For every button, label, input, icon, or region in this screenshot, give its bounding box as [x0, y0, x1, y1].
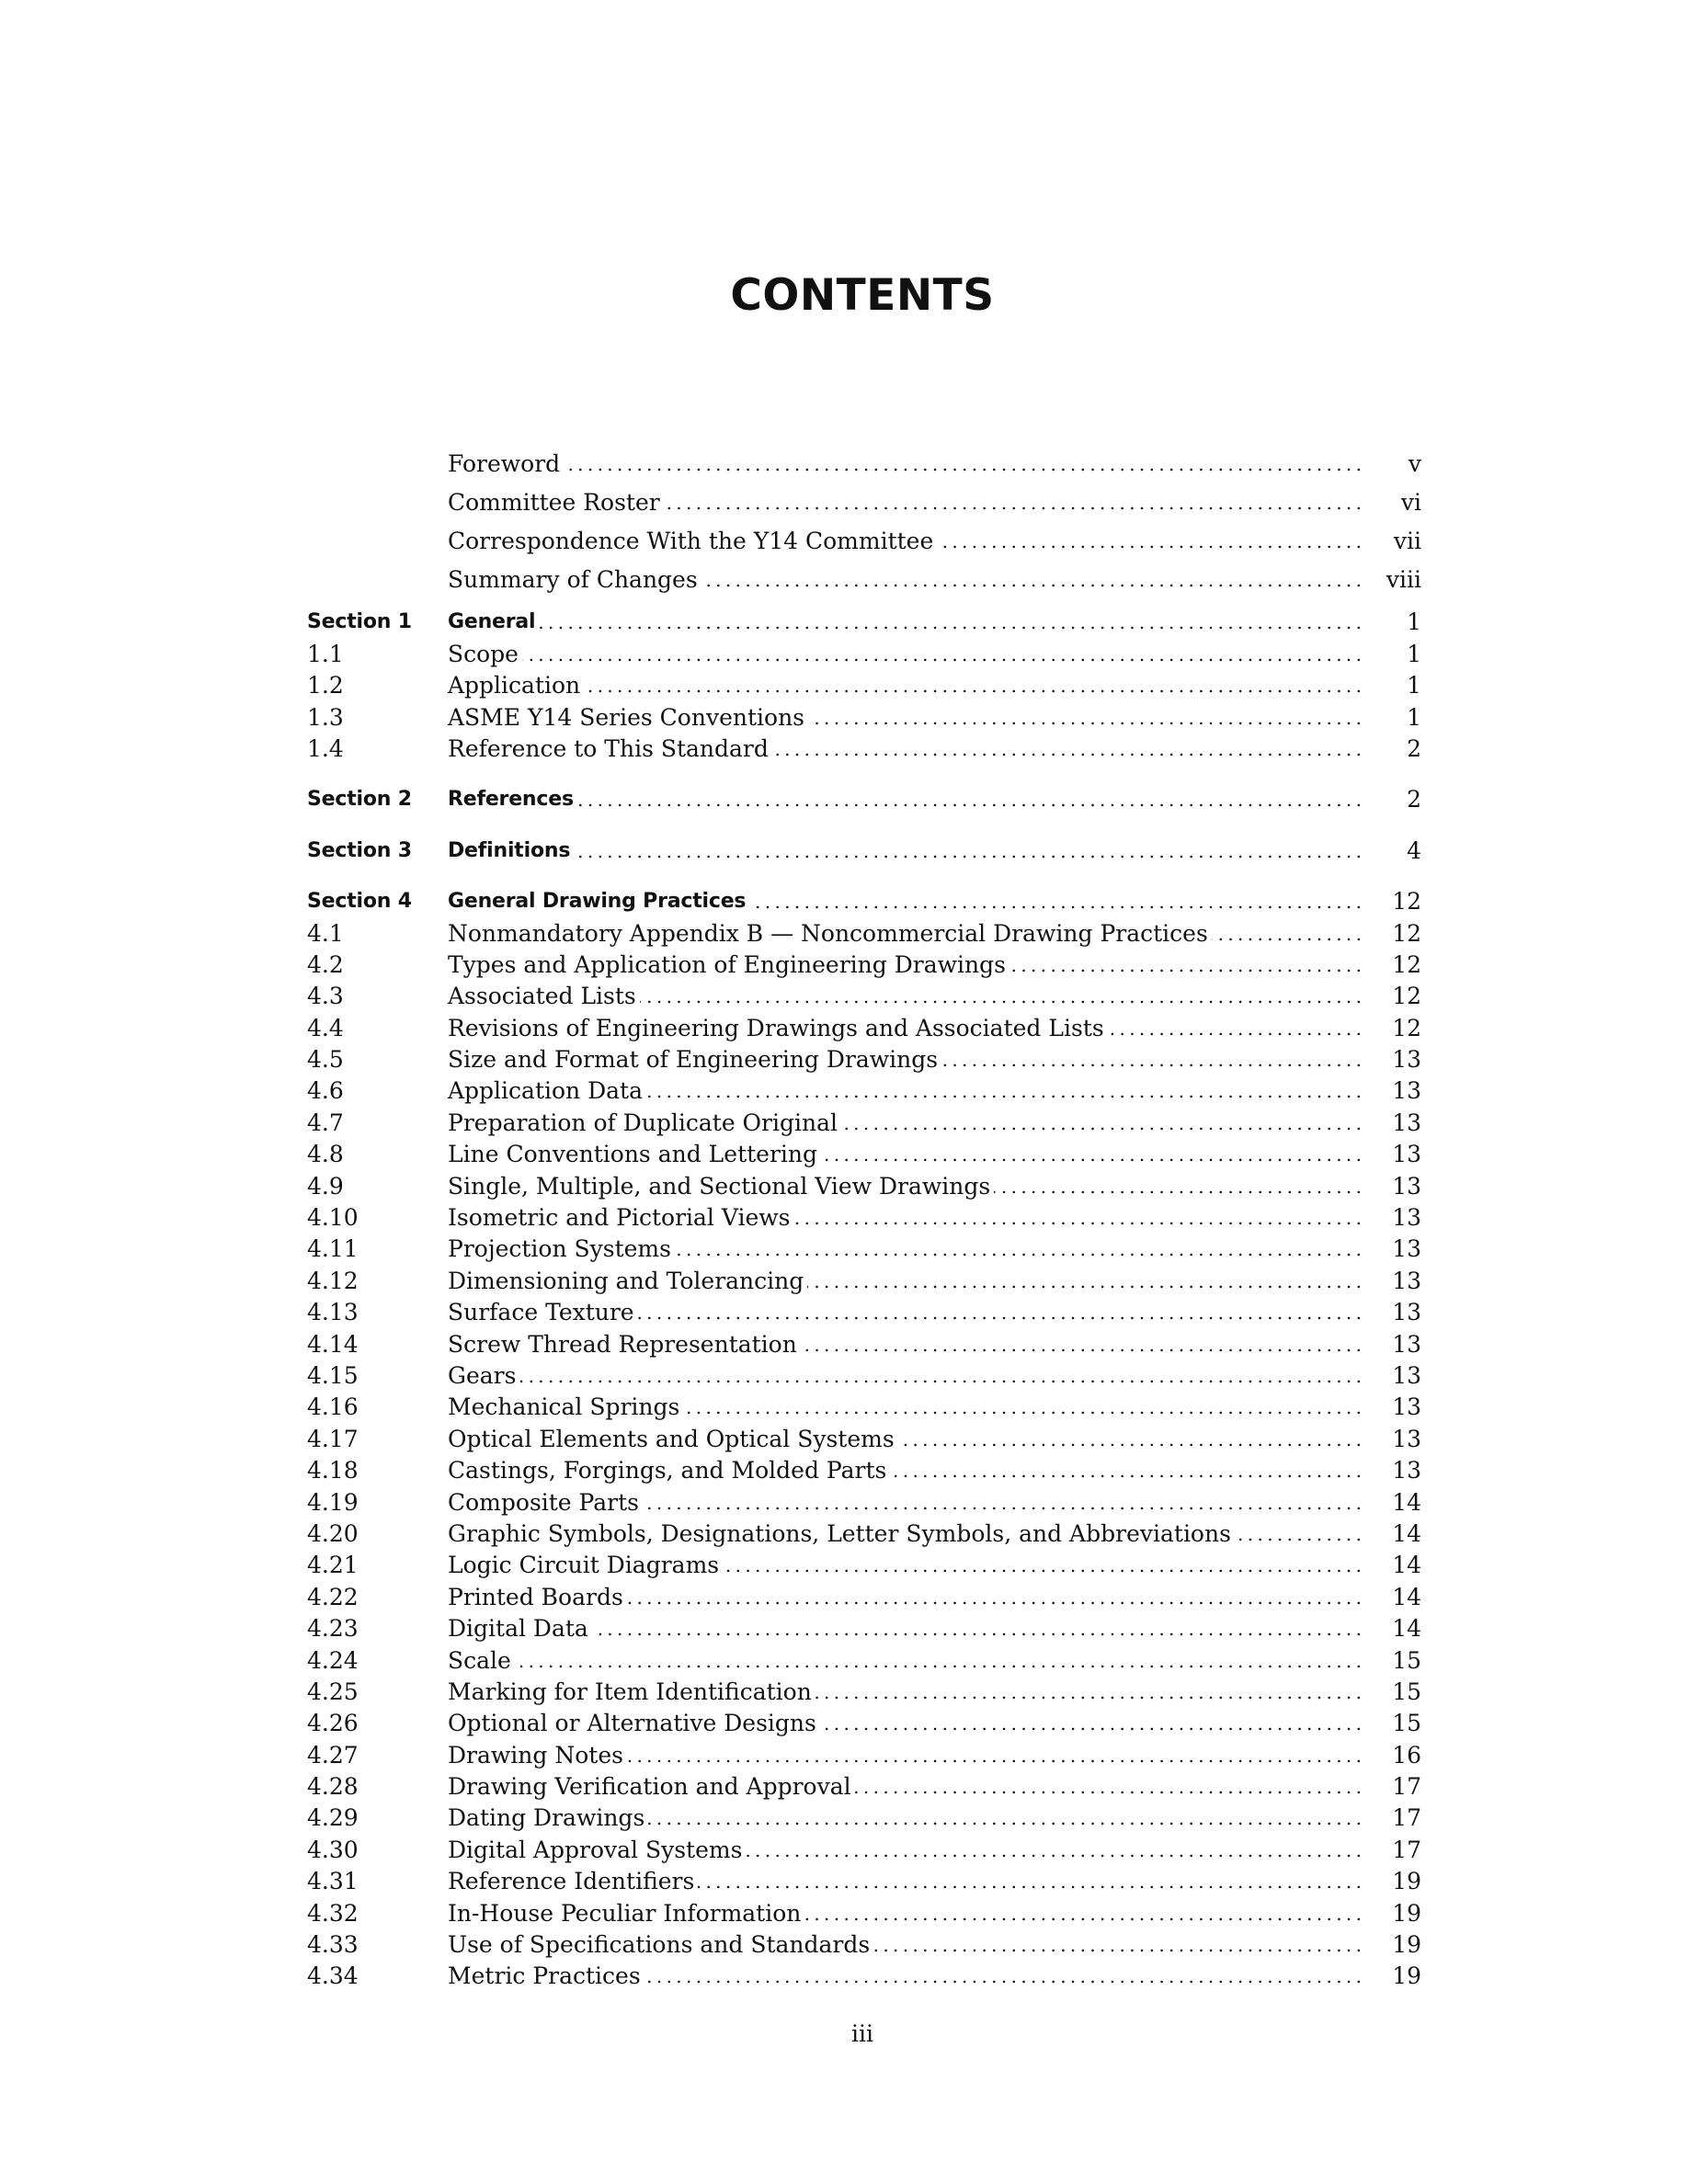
- entry-page-number: 13: [1392, 1204, 1421, 1232]
- entry-number: 4.15: [307, 1361, 359, 1389]
- entry-number: 4.2: [307, 950, 344, 978]
- toc-subsection-entry[interactable]: [307, 1897, 1421, 1928]
- entry-page-number: 14: [1392, 1583, 1421, 1610]
- entry-page-number: 13: [1392, 1457, 1421, 1484]
- dot-leader: [801, 1329, 1361, 1360]
- entry-page-number: 13: [1392, 1393, 1421, 1421]
- dot-leader: [577, 784, 1361, 815]
- toc-subsection-entry[interactable]: [307, 950, 1421, 981]
- entry-number: 4.21: [307, 1552, 359, 1579]
- entry-number: 4.16: [307, 1393, 359, 1421]
- entry-number: 4.27: [307, 1741, 359, 1769]
- dot-leader: [1212, 918, 1361, 950]
- entry-page-number: 12: [1392, 919, 1421, 947]
- entry-number: 4.6: [307, 1077, 344, 1105]
- dot-leader: [646, 1075, 1361, 1107]
- entry-title: Preparation of Duplicate Original: [448, 1109, 838, 1136]
- toc-subsection-entry[interactable]: [307, 1677, 1421, 1708]
- entry-title: Definitions: [448, 838, 571, 862]
- toc-subsection-entry[interactable]: [307, 981, 1421, 1012]
- entry-page-number: 12: [1392, 983, 1421, 1010]
- dot-leader: [519, 1360, 1361, 1392]
- entry-number: 4.1: [307, 919, 344, 947]
- entry-page-number: 14: [1392, 1615, 1421, 1643]
- entry-number: 4.3: [307, 983, 344, 1010]
- toc-subsection-entry[interactable]: [307, 1360, 1421, 1392]
- dot-leader: [808, 702, 1361, 734]
- entry-number: 4.20: [307, 1519, 359, 1547]
- entry-number: 4.22: [307, 1583, 359, 1610]
- entry-page-number: 13: [1392, 1299, 1421, 1326]
- entry-title: Application: [448, 672, 581, 700]
- entry-title: Reference Identifiers: [448, 1868, 695, 1895]
- toc-front-matter-entry[interactable]: [307, 441, 1421, 480]
- entry-page-number: 13: [1392, 1077, 1421, 1105]
- toc-subsection-entry[interactable]: [307, 1708, 1421, 1739]
- toc-subsection-entry[interactable]: [307, 701, 1421, 733]
- entry-number: 4.10: [307, 1204, 359, 1232]
- entry-page-number: 14: [1392, 1552, 1421, 1579]
- entry-number: 1.4: [307, 734, 344, 762]
- entry-page-number: 12: [1392, 888, 1421, 916]
- entry-number: 4.26: [307, 1710, 359, 1737]
- entry-title: Reference to This Standard: [448, 734, 769, 762]
- dot-leader: [746, 1835, 1361, 1866]
- entry-number: Section 1: [307, 610, 412, 634]
- entry-page-number: v: [1408, 450, 1421, 477]
- dot-leader: [574, 836, 1361, 867]
- toc-front-matter-entry[interactable]: [307, 480, 1421, 518]
- toc-subsection-entry[interactable]: [307, 1644, 1421, 1676]
- entry-title: Castings, Forgings, and Molded Parts: [448, 1457, 887, 1484]
- dot-leader: [584, 670, 1361, 701]
- toc-front-matter-entry[interactable]: [307, 518, 1421, 557]
- entry-title: Scale: [448, 1646, 511, 1674]
- dot-leader: [701, 564, 1361, 596]
- entry-page-number: vi: [1400, 489, 1421, 516]
- dot-leader: [539, 607, 1361, 638]
- entry-number: Section 4: [307, 890, 412, 914]
- entry-page-number: 1: [1407, 609, 1421, 636]
- dot-leader: [794, 1202, 1362, 1234]
- dot-leader: [1009, 950, 1361, 981]
- toc-section-entry[interactable]: [307, 886, 1421, 917]
- entry-title: References: [448, 788, 574, 812]
- entry-title: In-House Peculiar Information: [448, 1899, 802, 1927]
- entry-number: 4.34: [307, 1962, 359, 1990]
- dot-leader: [820, 1708, 1361, 1739]
- toc-subsection-entry[interactable]: [307, 1581, 1421, 1612]
- entry-page-number: 15: [1392, 1678, 1421, 1705]
- toc-subsection-entry[interactable]: [307, 1234, 1421, 1265]
- entry-title: Dating Drawings: [448, 1804, 645, 1832]
- entry-number: 4.24: [307, 1646, 359, 1674]
- dot-leader: [1235, 1519, 1361, 1550]
- toc-subsection-entry[interactable]: [307, 1107, 1421, 1138]
- entry-page-number: 12: [1392, 1014, 1421, 1041]
- table-of-contents: [307, 441, 1421, 1992]
- dot-leader: [821, 1139, 1361, 1170]
- entry-title: Summary of Changes: [448, 566, 698, 593]
- dot-leader: [749, 886, 1361, 917]
- entry-title: Composite Parts: [448, 1488, 639, 1516]
- entry-title: Nonmandatory Appendix B — Noncommercial Drawing Practices: [448, 919, 1208, 947]
- entry-number: 4.5: [307, 1046, 344, 1074]
- entry-page-number: 2: [1407, 734, 1421, 762]
- entry-page-number: 16: [1392, 1741, 1421, 1769]
- entry-title: Use of Specifications and Standards: [448, 1931, 871, 1959]
- entry-title: Surface Texture: [448, 1299, 634, 1326]
- toc-subsection-entry[interactable]: [307, 734, 1421, 765]
- toc-subsection-entry[interactable]: [307, 1834, 1421, 1865]
- dot-leader: [638, 1297, 1361, 1328]
- entry-title: Revisions of Engineering Drawings and Associated Lists: [448, 1014, 1104, 1041]
- dot-leader: [898, 1424, 1361, 1455]
- dot-leader: [807, 1266, 1361, 1297]
- dot-leader: [1108, 1013, 1361, 1044]
- toc-section-entry[interactable]: [307, 784, 1421, 815]
- dot-leader: [627, 1582, 1361, 1613]
- toc-subsection-entry[interactable]: [307, 638, 1421, 669]
- entry-page-number: 15: [1392, 1710, 1421, 1737]
- dot-leader: [643, 1487, 1361, 1519]
- entry-title: Digital Approval Systems: [448, 1836, 743, 1863]
- entry-page-number: 13: [1392, 1425, 1421, 1452]
- toc-subsection-entry[interactable]: [307, 1202, 1421, 1234]
- dot-leader: [592, 1613, 1361, 1644]
- dot-leader: [841, 1108, 1361, 1139]
- entry-number: 1.2: [307, 672, 344, 700]
- entry-title: Correspondence With the Y14 Committee: [448, 528, 934, 554]
- toc-subsection-entry[interactable]: [307, 1803, 1421, 1834]
- entry-number: Section 3: [307, 838, 412, 862]
- entry-title: Drawing Verification and Approval: [448, 1773, 851, 1801]
- entry-page-number: 1: [1407, 640, 1421, 667]
- entry-number: 1.1: [307, 640, 344, 667]
- entry-number: 4.7: [307, 1109, 344, 1136]
- entry-number: 4.32: [307, 1899, 359, 1927]
- entry-title: Committee Roster: [448, 489, 660, 516]
- toc-subsection-entry[interactable]: [307, 1265, 1421, 1296]
- entry-number: 4.25: [307, 1678, 359, 1705]
- toc-subsection-entry[interactable]: [307, 1550, 1421, 1581]
- entry-page-number: 13: [1392, 1235, 1421, 1263]
- entry-title: Projection Systems: [448, 1235, 671, 1263]
- entry-title: Printed Boards: [448, 1583, 623, 1610]
- dot-leader: [564, 449, 1361, 480]
- toc-subsection-entry[interactable]: [307, 1961, 1421, 1992]
- toc-subsection-entry[interactable]: [307, 1866, 1421, 1897]
- entry-page-number: 13: [1392, 1109, 1421, 1136]
- toc-subsection-entry[interactable]: [307, 1486, 1421, 1518]
- entry-title: Line Conventions and Lettering: [448, 1141, 818, 1168]
- entry-page-number: 14: [1392, 1488, 1421, 1516]
- entry-title: Scope: [448, 640, 519, 667]
- entry-page-number: 19: [1392, 1931, 1421, 1959]
- entry-page-number: 14: [1392, 1519, 1421, 1547]
- entry-title: Application Data: [448, 1077, 643, 1105]
- entry-page-number: 1: [1407, 672, 1421, 700]
- toc-subsection-entry[interactable]: [307, 670, 1421, 701]
- toc-subsection-entry[interactable]: [307, 1139, 1421, 1170]
- entry-page-number: 17: [1392, 1836, 1421, 1863]
- entry-page-number: 13: [1392, 1361, 1421, 1389]
- entry-title: Logic Circuit Diagrams: [448, 1552, 720, 1579]
- entry-page-number: 13: [1392, 1330, 1421, 1358]
- entry-page-number: viii: [1386, 566, 1421, 593]
- entry-title: Associated Lists: [448, 983, 636, 1010]
- entry-number: 4.31: [307, 1868, 359, 1895]
- entry-page-number: 4: [1407, 836, 1421, 864]
- toc-subsection-entry[interactable]: [307, 1771, 1421, 1803]
- entry-number: 4.33: [307, 1931, 359, 1959]
- toc-subsection-entry[interactable]: [307, 1613, 1421, 1644]
- entry-title: Optional or Alternative Designs: [448, 1710, 816, 1737]
- entry-number: 4.13: [307, 1299, 359, 1326]
- entry-number: 4.18: [307, 1457, 359, 1484]
- dot-leader: [698, 1866, 1361, 1897]
- entry-title: Types and Application of Engineering Drawings: [448, 950, 1006, 978]
- entry-title: Mechanical Springs: [448, 1393, 680, 1421]
- toc-subsection-entry[interactable]: [307, 1423, 1421, 1454]
- entry-number: 4.30: [307, 1836, 359, 1863]
- entry-title: Dimensioning and Tolerancing: [448, 1267, 804, 1294]
- toc-section-entry[interactable]: [307, 607, 1421, 638]
- toc-subsection-entry[interactable]: [307, 1044, 1421, 1075]
- entry-title: ASME Y14 Series Conventions: [448, 703, 805, 731]
- entry-number: 4.8: [307, 1141, 344, 1168]
- entry-title: General Drawing Practices: [448, 890, 747, 914]
- entry-page-number: 19: [1392, 1868, 1421, 1895]
- entry-number: 4.29: [307, 1804, 359, 1832]
- dot-leader: [804, 1898, 1361, 1929]
- dot-leader: [941, 1044, 1361, 1075]
- entry-title: Foreword: [448, 450, 561, 477]
- entry-title: Gears: [448, 1361, 517, 1389]
- entry-title: Size and Format of Engineering Drawings: [448, 1046, 939, 1074]
- entry-page-number: 13: [1392, 1046, 1421, 1074]
- page-number: iii: [851, 2020, 873, 2047]
- entry-title: General: [448, 610, 536, 634]
- dot-leader: [855, 1771, 1361, 1803]
- toc-subsection-entry[interactable]: [307, 1455, 1421, 1486]
- entry-number: Section 2: [307, 788, 412, 812]
- entry-title: Digital Data: [448, 1615, 588, 1643]
- dot-leader: [640, 981, 1361, 1012]
- entry-title: Marking for Item Identification: [448, 1678, 812, 1705]
- entry-page-number: 15: [1392, 1646, 1421, 1674]
- dot-leader: [675, 1234, 1361, 1265]
- entry-number: 4.12: [307, 1267, 359, 1294]
- entry-title: Graphic Symbols, Designations, Letter Symbols, and Abbreviations: [448, 1519, 1231, 1547]
- entry-number: 4.28: [307, 1773, 359, 1801]
- entry-number: 4.17: [307, 1425, 359, 1452]
- toc-subsection-entry[interactable]: [307, 1170, 1421, 1201]
- toc-subsection-entry[interactable]: [307, 1012, 1421, 1043]
- toc-subsection-entry[interactable]: [307, 1739, 1421, 1770]
- toc-subsection-entry[interactable]: [307, 1328, 1421, 1359]
- dot-leader: [937, 526, 1361, 557]
- entry-page-number: vii: [1393, 528, 1421, 554]
- entry-number: 4.19: [307, 1488, 359, 1516]
- dot-leader: [815, 1677, 1361, 1708]
- entry-title: Single, Multiple, and Sectional View Drawings: [448, 1172, 991, 1200]
- dot-leader: [683, 1392, 1361, 1423]
- entry-number: 4.23: [307, 1615, 359, 1643]
- entry-number: 4.11: [307, 1235, 359, 1263]
- dot-leader: [664, 487, 1361, 518]
- entry-number: 4.4: [307, 1014, 344, 1041]
- toc-front-matter-entry[interactable]: [307, 557, 1421, 596]
- dot-leader: [648, 1803, 1361, 1834]
- page-title: CONTENTS: [730, 270, 995, 321]
- entry-title: Drawing Notes: [448, 1741, 623, 1769]
- toc-subsection-entry[interactable]: [307, 1075, 1421, 1107]
- toc-subsection-entry[interactable]: [307, 1519, 1421, 1550]
- dot-leader: [994, 1171, 1361, 1202]
- entry-page-number: 17: [1392, 1804, 1421, 1832]
- entry-number: 1.3: [307, 703, 344, 731]
- dot-leader: [522, 639, 1361, 670]
- entry-page-number: 13: [1392, 1172, 1421, 1200]
- entry-page-number: 13: [1392, 1267, 1421, 1294]
- entry-number: 4.14: [307, 1330, 359, 1358]
- dot-leader: [515, 1645, 1361, 1677]
- entry-page-number: 1: [1407, 703, 1421, 731]
- toc-subsection-entry[interactable]: [307, 1929, 1421, 1961]
- entry-page-number: 2: [1407, 786, 1421, 813]
- dot-leader: [627, 1740, 1361, 1771]
- toc-subsection-entry[interactable]: [307, 1392, 1421, 1423]
- dot-leader: [644, 1961, 1361, 1992]
- entry-title: Isometric and Pictorial Views: [448, 1204, 791, 1232]
- entry-page-number: 17: [1392, 1773, 1421, 1801]
- dot-leader: [873, 1929, 1361, 1961]
- entry-number: 4.9: [307, 1172, 344, 1200]
- entry-title: Metric Practices: [448, 1962, 641, 1990]
- dot-leader: [723, 1550, 1361, 1581]
- entry-page-number: 19: [1392, 1962, 1421, 1990]
- toc-subsection-entry[interactable]: [307, 1297, 1421, 1328]
- toc-section-entry[interactable]: [307, 835, 1421, 866]
- entry-title: Optical Elements and Optical Systems: [448, 1425, 895, 1452]
- entry-page-number: 13: [1392, 1141, 1421, 1168]
- dot-leader: [772, 734, 1361, 765]
- dot-leader: [890, 1455, 1361, 1486]
- entry-page-number: 12: [1392, 950, 1421, 978]
- toc-subsection-entry[interactable]: [307, 917, 1421, 949]
- entry-title: Screw Thread Representation: [448, 1330, 797, 1358]
- entry-page-number: 19: [1392, 1899, 1421, 1927]
